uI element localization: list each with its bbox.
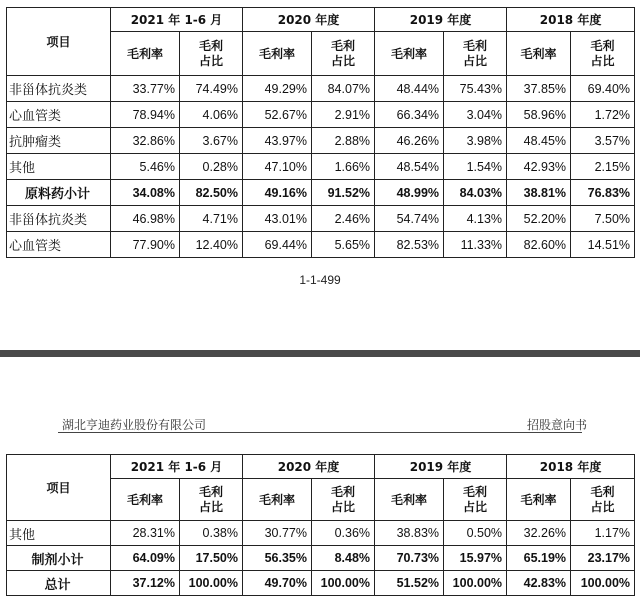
share-cell: 15.97% [444,546,507,571]
table-row [7,180,635,206]
share-cell: 14.51% [571,232,635,258]
share-cell: 1.54% [444,154,507,180]
gross-margin-cell: 5.46% [111,154,180,180]
row-label: 抗肿瘤类 [7,128,111,154]
row-label: 原料药小计 [7,180,111,206]
gross-margin-cell: 58.96% [507,102,571,128]
share-cell: 84.03% [444,180,507,206]
gross-margin-cell: 42.93% [507,154,571,180]
share-cell: 11.33% [444,232,507,258]
row-label: 心血管类 [7,232,111,258]
header-year: 2018 年度 [507,8,635,32]
share-cell: 2.88% [312,128,375,154]
share-cell: 100.00% [312,571,375,596]
gross-margin-cell: 52.67% [243,102,312,128]
header-gross-margin: 毛利率 [375,32,444,76]
share-cell: 3.98% [444,128,507,154]
share-cell: 3.04% [444,102,507,128]
header-share: 毛利 占比 [312,479,375,521]
gross-margin-cell: 33.77% [111,76,180,102]
gross-margin-cell: 43.97% [243,128,312,154]
gross-margin-cell: 38.81% [507,180,571,206]
header-year: 2018 年度 [507,455,635,479]
gross-margin-cell: 46.98% [111,206,180,232]
gross-margin-cell: 37.85% [507,76,571,102]
share-cell: 100.00% [571,571,635,596]
gross-margin-cell: 78.94% [111,102,180,128]
gross-margin-cell: 49.29% [243,76,312,102]
share-cell: 69.40% [571,76,635,102]
header-gross-margin: 毛利率 [507,479,571,521]
gross-margin-cell: 42.83% [507,571,571,596]
gross-margin-cell: 49.70% [243,571,312,596]
share-cell: 3.57% [571,128,635,154]
share-cell: 2.46% [312,206,375,232]
gross-margin-cell: 66.34% [375,102,444,128]
share-cell: 3.67% [180,128,243,154]
gross-margin-cell: 54.74% [375,206,444,232]
header-share: 毛利 占比 [180,479,243,521]
header-item: 项目 [7,8,111,76]
gross-margin-table-bottom [6,454,635,596]
header-year: 2020 年度 [243,8,375,32]
company-name: 湖北亨迪药业股份有限公司 [62,418,207,432]
row-label: 制剂小计 [7,546,111,571]
share-cell: 1.66% [312,154,375,180]
gross-margin-cell: 70.73% [375,546,444,571]
share-cell: 84.07% [312,76,375,102]
share-cell: 5.65% [312,232,375,258]
header-share: 毛利 占比 [180,32,243,76]
gross-margin-cell: 82.60% [507,232,571,258]
header-year: 2021 年 1-6 月 [111,8,243,32]
share-cell: 100.00% [180,571,243,596]
gross-margin-cell: 34.08% [111,180,180,206]
gross-margin-cell: 43.01% [243,206,312,232]
share-cell: 4.71% [180,206,243,232]
header-gross-margin: 毛利率 [243,479,312,521]
header-gross-margin: 毛利率 [111,32,180,76]
header-item: 项目 [7,455,111,521]
table-row [7,206,635,232]
gross-margin-cell: 28.31% [111,521,180,546]
header-share: 毛利 占比 [312,32,375,76]
row-label: 其他 [7,154,111,180]
gross-margin-cell: 82.53% [375,232,444,258]
header-year: 2019 年度 [375,8,507,32]
share-cell: 100.00% [444,571,507,596]
share-cell: 0.50% [444,521,507,546]
header-gross-margin: 毛利率 [243,32,312,76]
header-share: 毛利 占比 [444,479,507,521]
gross-margin-cell: 77.90% [111,232,180,258]
share-cell: 1.17% [571,521,635,546]
header-gross-margin: 毛利率 [111,479,180,521]
share-cell: 76.83% [571,180,635,206]
share-cell: 23.17% [571,546,635,571]
gross-margin-cell: 64.09% [111,546,180,571]
share-cell: 12.40% [180,232,243,258]
table-row [7,546,635,571]
share-cell: 4.06% [180,102,243,128]
share-cell: 0.38% [180,521,243,546]
share-cell: 0.28% [180,154,243,180]
gross-margin-table-top [6,7,635,258]
gross-margin-cell: 56.35% [243,546,312,571]
share-cell: 75.43% [444,76,507,102]
share-cell: 82.50% [180,180,243,206]
gross-margin-cell: 49.16% [243,180,312,206]
gross-margin-cell: 51.52% [375,571,444,596]
gross-margin-cell: 48.44% [375,76,444,102]
document-type: 招股意向书 [527,418,588,432]
page-number: 1-1-499 [299,273,341,287]
header-year: 2021 年 1-6 月 [111,455,243,479]
gross-margin-cell: 52.20% [507,206,571,232]
share-cell: 4.13% [444,206,507,232]
header-year: 2020 年度 [243,455,375,479]
table-row [7,154,635,180]
table-row [7,76,635,102]
table-row [7,521,635,546]
share-cell: 74.49% [180,76,243,102]
row-label: 非甾体抗炎类 [7,206,111,232]
row-label: 总计 [7,571,111,596]
table-row [7,571,635,596]
share-cell: 2.91% [312,102,375,128]
gross-margin-cell: 30.77% [243,521,312,546]
gross-margin-cell: 48.45% [507,128,571,154]
gross-margin-cell: 32.86% [111,128,180,154]
gross-margin-cell: 32.26% [507,521,571,546]
table-row [7,102,635,128]
gross-margin-cell: 46.26% [375,128,444,154]
share-cell: 8.48% [312,546,375,571]
gross-margin-cell: 65.19% [507,546,571,571]
row-label: 其他 [7,521,111,546]
gross-margin-cell: 47.10% [243,154,312,180]
gross-margin-cell: 37.12% [111,571,180,596]
header-gross-margin: 毛利率 [507,32,571,76]
share-cell: 1.72% [571,102,635,128]
gross-margin-cell: 38.83% [375,521,444,546]
row-label: 心血管类 [7,102,111,128]
header-share: 毛利 占比 [571,479,635,521]
header-rule [58,432,582,433]
gross-margin-cell: 69.44% [243,232,312,258]
share-cell: 0.36% [312,521,375,546]
table-row [7,128,635,154]
gross-margin-cell: 48.54% [375,154,444,180]
share-cell: 91.52% [312,180,375,206]
header-gross-margin: 毛利率 [375,479,444,521]
header-share: 毛利 占比 [444,32,507,76]
header-share: 毛利 占比 [571,32,635,76]
row-label: 非甾体抗炎类 [7,76,111,102]
gross-margin-cell: 48.99% [375,180,444,206]
page-separator [0,350,640,357]
share-cell: 7.50% [571,206,635,232]
share-cell: 2.15% [571,154,635,180]
share-cell: 17.50% [180,546,243,571]
table-row [7,232,635,258]
header-year: 2019 年度 [375,455,507,479]
